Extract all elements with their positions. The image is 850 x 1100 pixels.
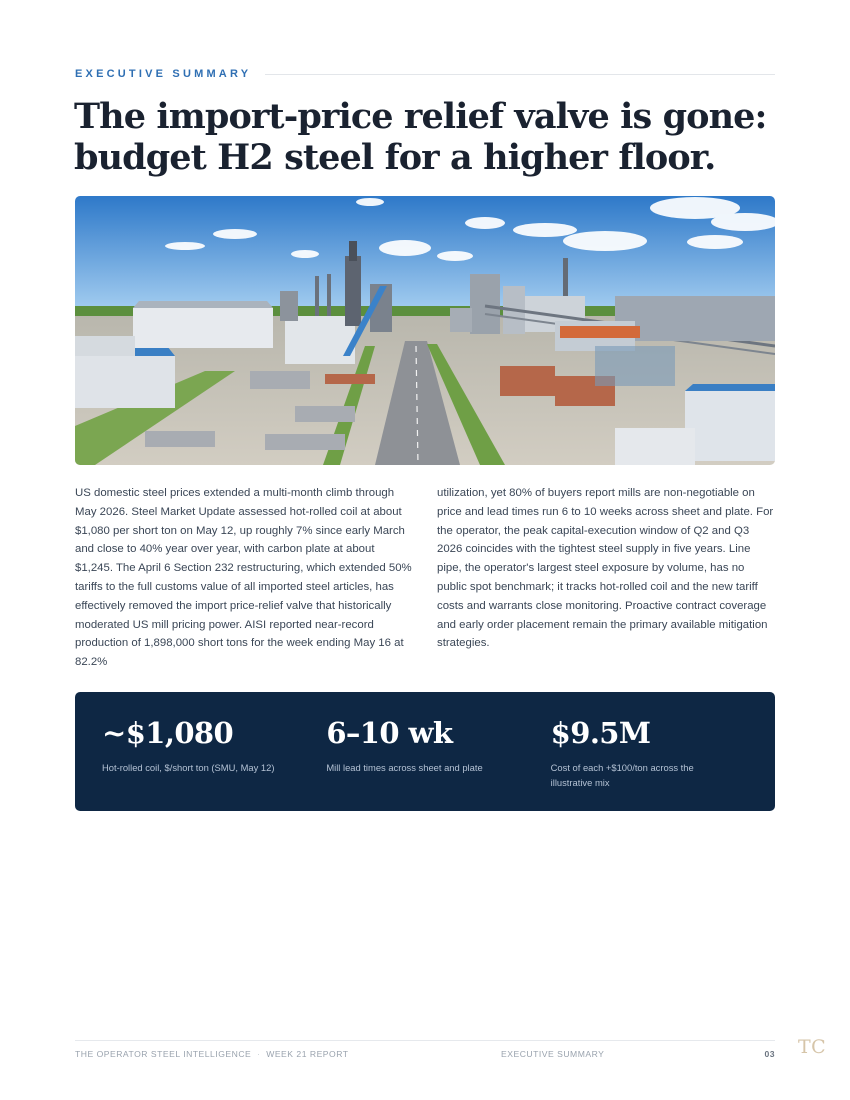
section-header — [75, 66, 775, 82]
stat-cost-sensitivity — [551, 716, 775, 811]
brand-logo: TC — [798, 1036, 827, 1058]
stat-hot-rolled-coil — [102, 716, 326, 811]
key-stats-panel — [75, 692, 775, 811]
section-divider — [265, 74, 775, 75]
headline-line-1: The import-price relief valve is gone: — [74, 96, 767, 137]
stat-label: Hot-rolled coil, $/short ton (SMU, May 12) — [102, 762, 275, 773]
stat-value: ~$1,080 — [102, 716, 234, 750]
footer-divider — [75, 1040, 775, 1041]
page-number: 03 — [764, 1049, 775, 1059]
steel-mill-aerial-photo — [75, 196, 775, 465]
footer-publication-info — [75, 1049, 349, 1059]
body-column-2: utilization, yet 80% of buyers report mills are non-negotiable on price and lead times run 6 to 10 weeks across sheet and plate. For the operator, the peak capital-execution window of Q2 and Q3 2026 coincides with the tightest steel supply in five years. Line pipe, the operator's largest steel exposure by volume, has no public spot benchmark; it tracks hot-rolled coil and the new tariff costs and warrants close monitoring. Proactive contract coverage and early order placement remain the primary available mitigation strategies. — [437, 487, 774, 650]
section-label: EXECUTIVE SUMMARY — [75, 68, 252, 80]
footer-separator: · — [257, 1049, 261, 1059]
footer-week: WEEK 21 REPORT — [266, 1049, 349, 1059]
hero-illustration — [75, 196, 775, 465]
footer-publication: THE OPERATOR STEEL INTELLIGENCE — [75, 1049, 252, 1059]
stat-value: $9.5M — [550, 716, 651, 750]
page-title — [74, 96, 774, 178]
stat-label: Cost of each +$100/ton across the illustrative mix — [550, 762, 694, 788]
stat-lead-times — [326, 716, 550, 811]
stat-value: 6–10 wk — [326, 716, 453, 750]
page-footer — [75, 1049, 775, 1063]
body-column-1: US domestic steel prices extended a multi-month climb through May 2026. Steel Market Update assessed hot-rolled coil at about $1,080 per short ton on May 12, up roughly 7% since early March and close to 40% year over year, with carbon plate at about $1,245. The April 6 Section 232 restructuring, which extended 50% tariffs to the full customs value of all imported steel articles, has effectively removed the import price-relief valve that historically moderated US mill pricing power. AISI reported near-record production of 1,898,000 short tons for the week ending May 16 at 82.2% — [75, 487, 412, 669]
stat-label: Mill lead times across sheet and plate — [326, 762, 483, 773]
body-text — [75, 484, 775, 672]
footer-section: EXECUTIVE SUMMARY — [501, 1049, 605, 1059]
headline-line-2: budget H2 steel for a higher floor. — [74, 137, 716, 178]
